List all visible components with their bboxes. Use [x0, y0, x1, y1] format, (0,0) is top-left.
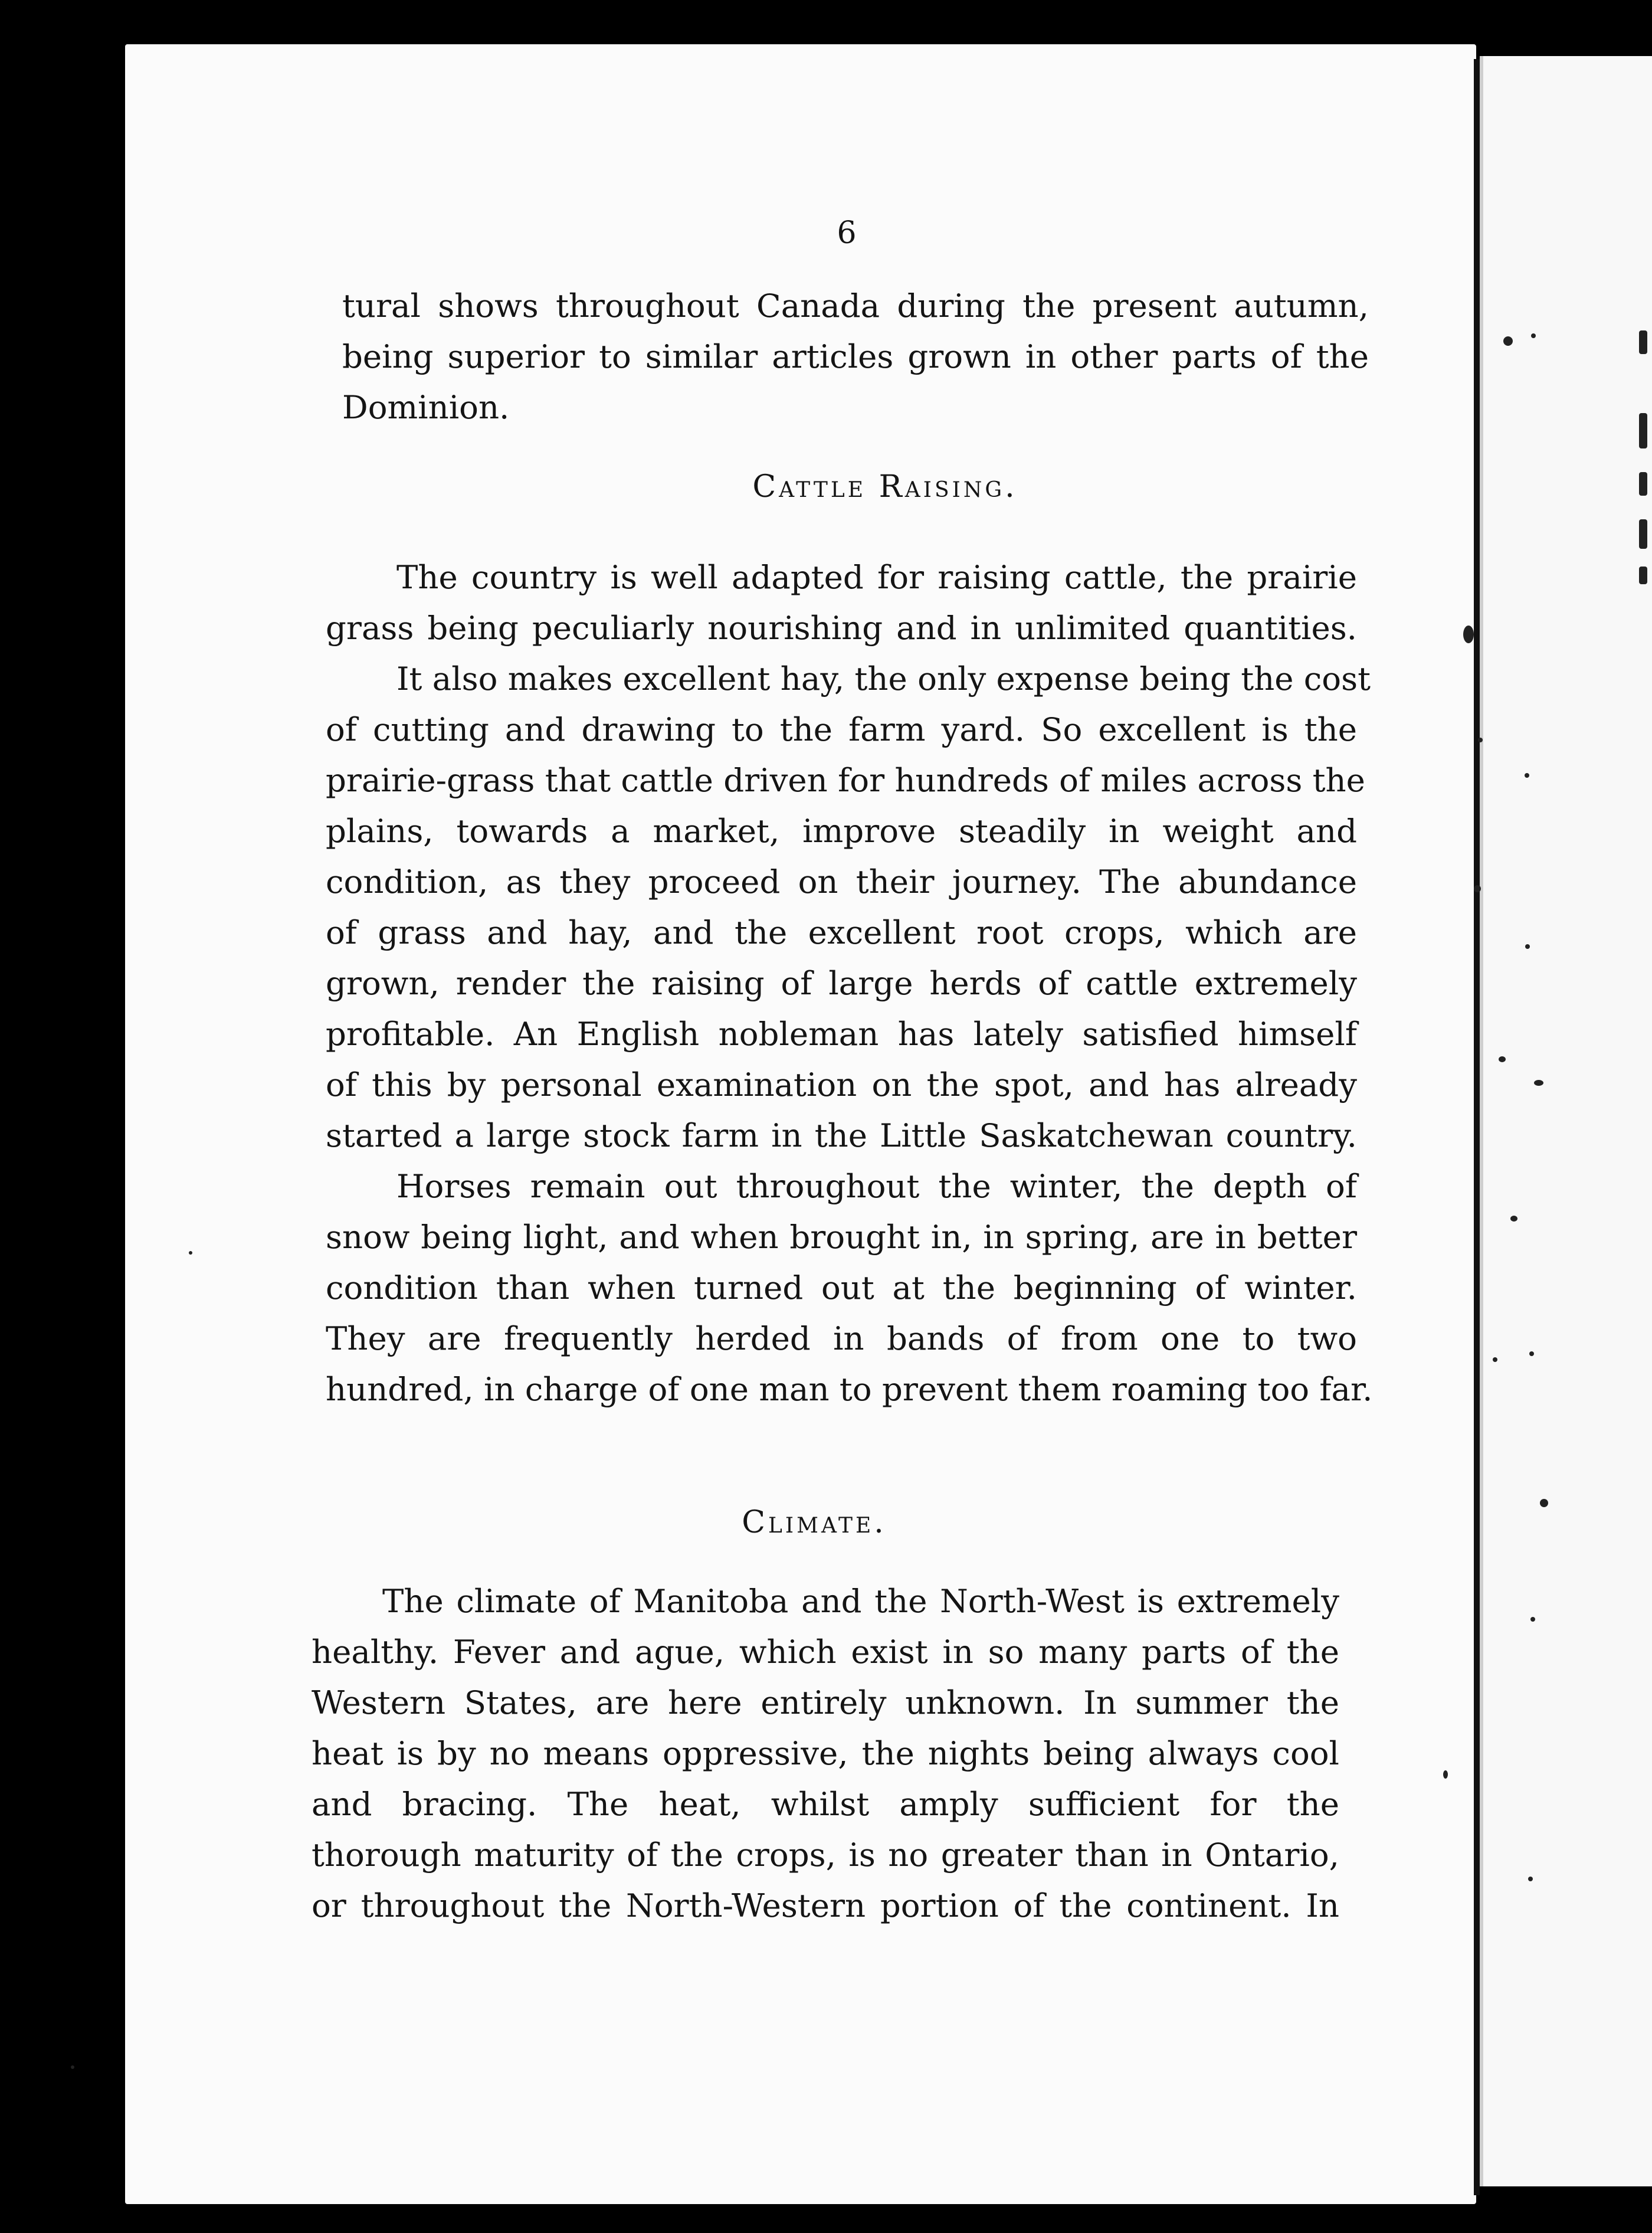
continuation-paragraph: [342, 280, 1369, 433]
scan-speck: [1525, 944, 1530, 949]
text-line: condition than when turned out at the beginning of winter.: [326, 1269, 1357, 1307]
section-heading-climate: Climate.: [742, 1505, 887, 1540]
scan-speck: [1530, 1617, 1535, 1622]
scan-speck: [1525, 773, 1529, 778]
scan-speck: [1463, 626, 1474, 643]
scan-speck: [1443, 1770, 1448, 1779]
text-line: profitable. An English nobleman has lately satisfied himself: [326, 1015, 1357, 1053]
scan-speck: [1478, 738, 1483, 742]
text-line: plains, towards a market, improve steadily in weight and: [326, 812, 1357, 850]
scan-speck: [1493, 1357, 1497, 1362]
text-line: tural shows throughout Canada during the present autumn,: [342, 287, 1369, 325]
text-line: Dominion.: [342, 388, 510, 426]
scan-speck: [1499, 1056, 1506, 1062]
scan-speck: [1531, 333, 1536, 338]
scan-speck: [1503, 336, 1513, 346]
text-line: and bracing. The heat, whilst amply sufficient for the: [312, 1785, 1339, 1823]
text-line: or throughout the North-Western portion of the continent. In: [312, 1887, 1339, 1924]
text-line: They are frequently herded in bands of from one to two: [326, 1320, 1357, 1357]
page-gutter: [1474, 59, 1480, 2195]
page-number: 6: [837, 215, 857, 251]
facing-page-border: [1480, 56, 1483, 2186]
text-line: started a large stock farm in the Little Saskatchewan country.: [326, 1116, 1357, 1154]
text-line: Western States, are here entirely unknown. In summer the: [312, 1684, 1339, 1721]
text-line: healthy. Fever and ague, which exist in so many parts of the: [312, 1633, 1339, 1671]
facing-page-edge: [1480, 56, 1652, 2186]
text-line: of grass and hay, and the excellent root crops, which are: [326, 914, 1357, 951]
text-line: The climate of Manitoba and the North-West is extremely: [382, 1582, 1339, 1620]
scan-speck: [1510, 1216, 1517, 1222]
facing-page-text-fragment: [1639, 413, 1647, 448]
text-line: of this by personal examination on the spot, and has already: [326, 1066, 1357, 1104]
scan-speck: [1534, 1080, 1543, 1086]
text-line: prairie-grass that cattle driven for hundreds of miles across the: [326, 761, 1365, 799]
text-line: being superior to similar articles grown in other parts of the: [342, 338, 1369, 375]
facing-page-text-fragment: [1639, 472, 1647, 496]
text-line: hundred, in charge of one man to prevent them roaming too far.: [326, 1370, 1373, 1408]
facing-page-text-fragment: [1639, 330, 1647, 354]
section-heading-cattle-raising: Cattle Raising.: [752, 469, 1018, 505]
text-line: grass being peculiarly nourishing and in unlimited quantities.: [326, 609, 1357, 647]
text-line: of cutting and drawing to the farm yard. So excellent is the: [326, 711, 1357, 748]
scan-speck: [1529, 1351, 1534, 1356]
scan-speck: [189, 1251, 192, 1255]
text-line: grown, render the raising of large herds of cattle extremely: [326, 964, 1357, 1002]
climate-paragraph: [312, 1576, 1339, 1931]
cattle-raising-paragraph: [326, 552, 1373, 1415]
scan-speck: [1474, 885, 1481, 892]
facing-page-text-fragment: [1639, 567, 1647, 584]
scan-speck: [1528, 1877, 1533, 1881]
text-line: Horses remain out throughout the winter, the depth of: [396, 1167, 1357, 1205]
scan-speck: [71, 2065, 74, 2069]
text-line: thorough maturity of the crops, is no greater than in Ontario,: [312, 1836, 1339, 1874]
text-line: condition, as they proceed on their journey. The abundance: [326, 863, 1357, 901]
scan-speck: [1540, 1499, 1548, 1507]
text-line: heat is by no means oppressive, the nights being always cool: [312, 1734, 1339, 1772]
text-line: The country is well adapted for raising cattle, the prairie: [396, 558, 1357, 596]
text-line: It also makes excellent hay, the only expense being the cost: [396, 660, 1371, 698]
facing-page-text-fragment: [1639, 519, 1647, 549]
text-line: snow being light, and when brought in, in spring, are in better: [326, 1218, 1357, 1256]
